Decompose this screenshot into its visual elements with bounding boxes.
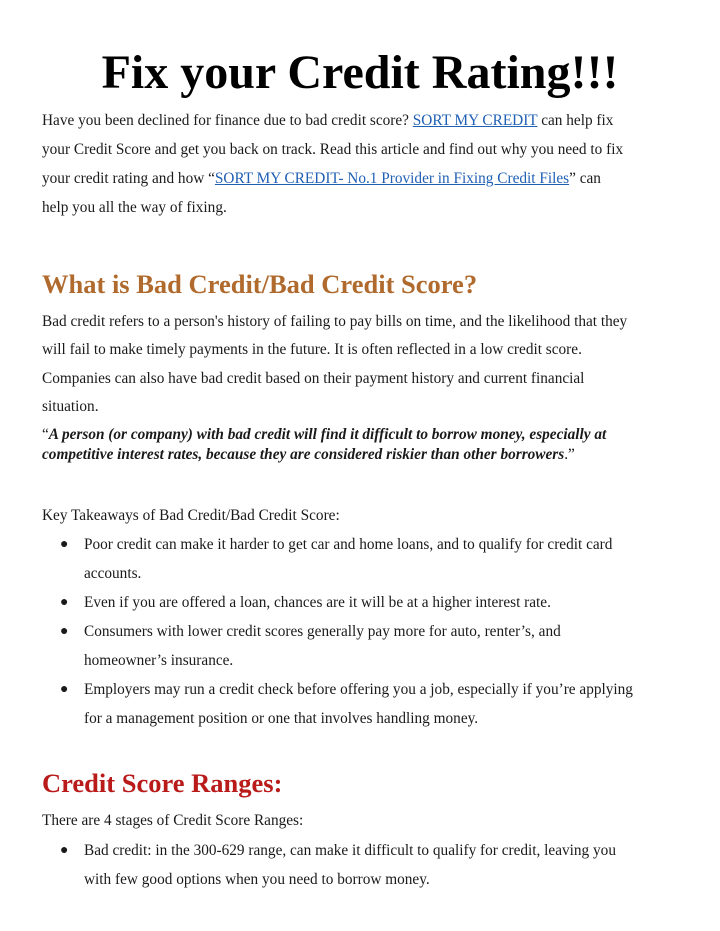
intro-text: can help fix [537,112,614,129]
intro-text: ” can [569,170,601,187]
intro-line-3 [42,169,601,189]
section-heading-bad-credit: What is Bad Credit/Bad Credit Score? [42,269,478,299]
bullet-text: Consumers with lower credit scores generally pay more for auto, renter’s, and [84,623,561,640]
paragraph-line: Companies can also have bad credit based on their payment history and current financial [42,370,585,387]
bullet-dot: ● [60,624,69,639]
bullet-text: for a management position or one that involves handling money. [84,710,479,727]
intro-text: your credit rating and how “ [42,170,215,187]
quote-mark: “ [42,426,49,443]
bullet-dot: ● [60,682,69,697]
quote-text: competitive interest rates, because they are considered riskier than other borrowers [42,446,565,463]
bullet-text: Even if you are offered a loan, chances are it will be at a higher interest rate. [84,594,551,611]
section-heading-score-ranges: Credit Score Ranges: [42,768,283,798]
page-title: Fix your Credit Rating!!! [101,46,619,99]
sort-my-credit-link[interactable]: SORT MY CREDIT [412,112,538,129]
intro-line-1 [42,111,613,131]
quote-text: A person (or company) with bad credit will find it difficult to borrow money, especially at [48,426,607,443]
quote-line-2 [42,445,575,465]
paragraph-line: will fail to make timely payments in the future. It is often reflected in a low credit score. [42,341,582,358]
bullet-text: with few good options when you need to borrow money. [84,871,430,888]
paragraph-line: Bad credit refers to a person's history of failing to pay bills on time, and the likelihood that they [42,313,628,330]
intro-line-4: help you all the way of fixing. [42,199,227,216]
bullet-text: Poor credit can make it harder to get car and home loans, and to qualify for credit card [84,536,613,553]
bullet-text: accounts. [84,565,142,582]
quote-mark: .” [564,446,575,463]
intro-text: Have you been declined for finance due to bad credit score? [42,112,413,129]
bullet-text: homeowner’s insurance. [84,652,234,669]
bullet-dot: ● [60,595,69,610]
takeaways-heading: Key Takeaways of Bad Credit/Bad Credit Score: [42,507,340,524]
quote-line-1 [42,425,606,445]
paragraph-line: situation. [42,398,99,415]
provider-link[interactable]: SORT MY CREDIT- No.1 Provider in Fixing Credit Files [214,170,570,187]
bullet-text: Employers may run a credit check before offering you a job, especially if you’re applying [84,681,633,698]
intro-line-2: your Credit Score and get you back on track. Read this article and find out why you need to fix [42,141,624,158]
bullet-dot: ● [60,537,69,552]
bullet-dot: ● [60,843,69,858]
ranges-intro: There are 4 stages of Credit Score Ranges: [42,812,304,829]
bullet-text: Bad credit: in the 300-629 range, can make it difficult to qualify for credit, leaving you [84,842,616,859]
